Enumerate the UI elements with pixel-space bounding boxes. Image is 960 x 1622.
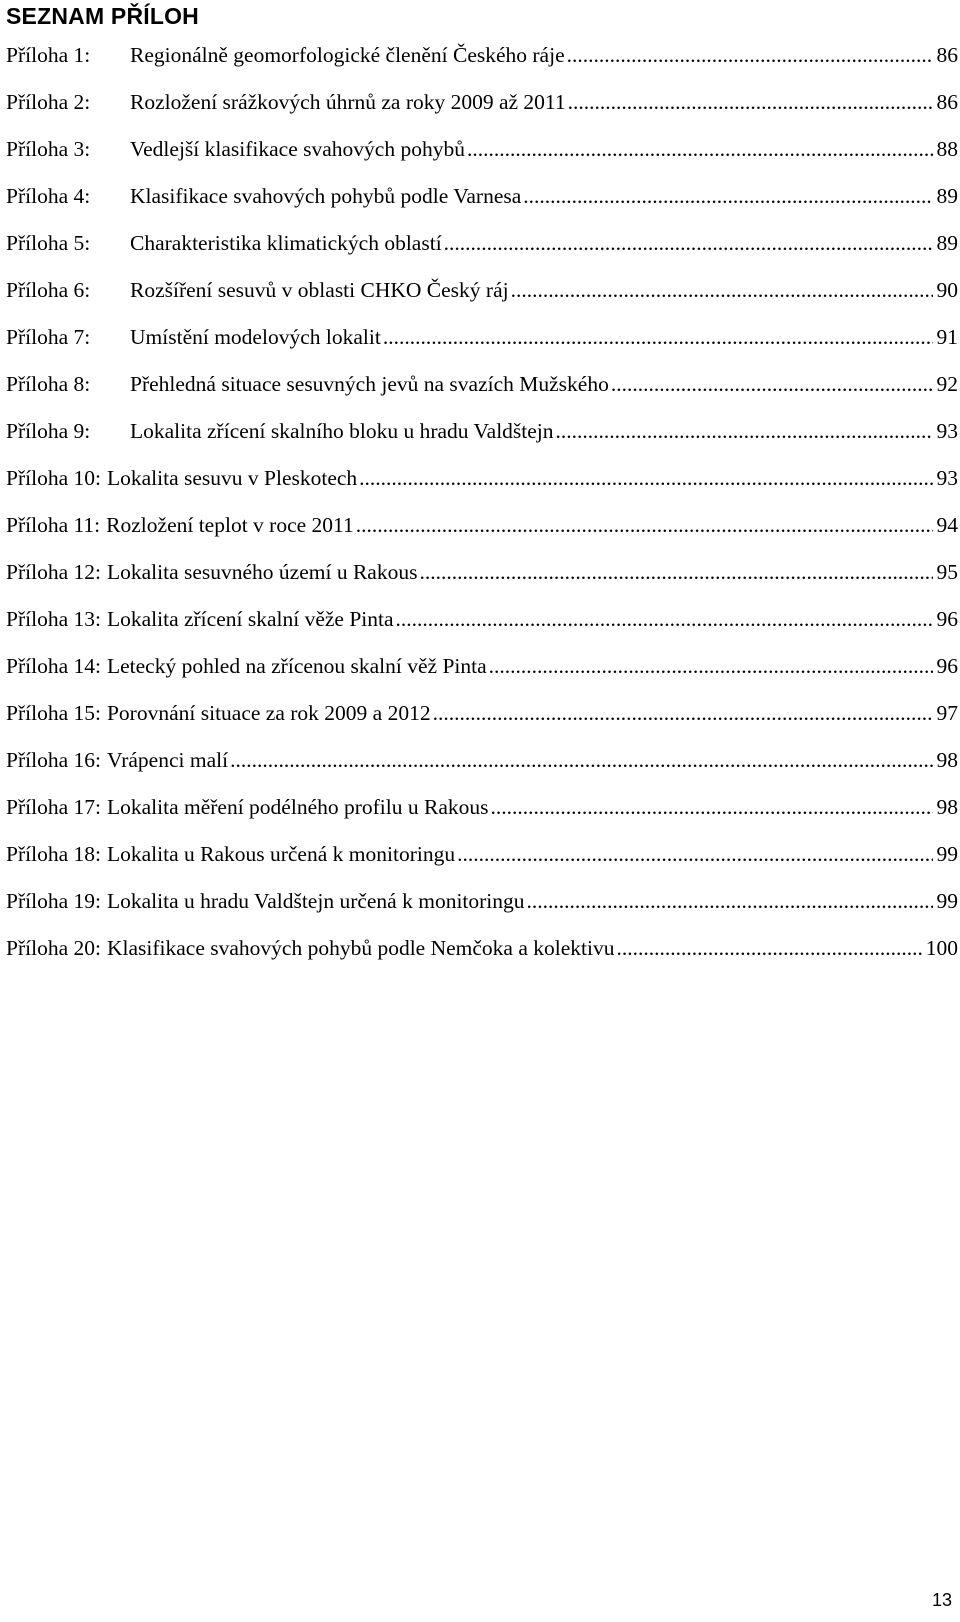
toc-leader [616,935,921,961]
toc-leader [489,653,933,679]
page-title: SEZNAM PŘÍLOH [6,3,199,29]
toc-text: Vedlejší klasifikace svahových pohybů [130,137,465,161]
toc-text: Charakteristika klimatických oblastí [130,231,442,255]
toc-label: Příloha 4: [6,184,91,208]
toc-text: Letecký pohled na zřícenou skalní věž Pinta [106,654,487,678]
toc-text: Lokalita měření podélného profilu u Rakous [106,795,489,819]
toc-label: Příloha 18: [6,842,101,866]
toc-leader [611,371,933,397]
toc-entry-19[interactable] [6,888,958,935]
toc-label: Příloha 1: [6,43,91,67]
toc-label: Příloha 5: [6,231,91,255]
toc-leader [356,512,933,538]
toc-leader [556,418,933,444]
toc-page-number: 96 [936,654,958,678]
toc-entry-9[interactable] [6,418,958,465]
toc-leader [491,794,933,820]
toc-entry-16[interactable] [6,747,958,794]
toc-text: Klasifikace svahových pohybů podle Nemčoka a kolektivu [106,936,615,960]
toc-leader [433,700,933,726]
toc-page-number: 93 [936,466,958,490]
toc-leader [511,277,933,303]
toc-entry-8[interactable] [6,371,958,418]
toc-page-number: 97 [936,701,958,725]
toc-text: Lokalita zřícení skalní věže Pinta [106,607,394,631]
toc-text: Porovnání situace za rok 2009 a 2012 [106,701,431,725]
toc-text: Rozložení teplot v roce 2011 [106,513,354,537]
toc-entry-6[interactable] [6,277,958,324]
toc-entry-17[interactable] [6,794,958,841]
toc-entry-20[interactable] [6,935,958,982]
toc-label: Příloha 10: [6,466,101,490]
toc-entry-10[interactable] [6,465,958,512]
toc-text: Rozšíření sesuvů v oblasti CHKO Český ráj [130,278,509,302]
toc-text: Lokalita zřícení skalního bloku u hradu Valdštejn [130,419,554,443]
toc-entry-1[interactable] [6,42,958,89]
toc-label: Příloha 15: [6,701,101,725]
toc-text: Lokalita sesuvného území u Rakous [106,560,418,584]
toc-page-number: 94 [936,513,958,537]
toc-page-number: 89 [936,231,958,255]
toc-leader [567,42,933,68]
toc-page-number: 99 [936,889,958,913]
toc-leader [383,324,933,350]
toc-entry-15[interactable] [6,700,958,747]
toc-label: Příloha 6: [6,278,91,302]
toc-page-number: 95 [936,560,958,584]
toc-label: Příloha 16: [6,748,101,772]
toc-page-number: 91 [936,325,958,349]
toc-entry-14[interactable] [6,653,958,700]
toc-text: Přehledná situace sesuvných jevů na svazích Mužského [130,372,609,396]
toc-entry-11[interactable] [6,512,958,559]
toc-text: Lokalita u hradu Valdštejn určená k monitoringu [106,889,525,913]
toc-page-number: 98 [936,795,958,819]
toc-label: Příloha 8: [6,372,91,396]
toc-text: Vrápenci malí [106,748,229,772]
toc-entry-4[interactable] [6,183,958,230]
toc-leader [568,89,933,115]
toc-entry-2[interactable] [6,89,958,136]
toc-entry-3[interactable] [6,136,958,183]
toc-leader [230,747,932,773]
toc-page-number: 99 [936,842,958,866]
toc-leader [444,230,933,256]
toc-label: Příloha 12: [6,560,101,584]
toc-label: Příloha 9: [6,419,91,443]
table-of-contents [6,42,958,982]
toc-leader [467,136,933,162]
toc-text: Klasifikace svahových pohybů podle Varnesa [130,184,522,208]
toc-text: Lokalita sesuvu v Pleskotech [106,466,358,490]
toc-page-number: 90 [936,278,958,302]
toc-page-number: 100 [925,936,958,960]
toc-leader [359,465,932,491]
toc-label: Příloha 17: [6,795,101,819]
toc-entry-13[interactable] [6,606,958,653]
toc-label: Příloha 20: [6,936,101,960]
toc-entry-5[interactable] [6,230,958,277]
page-number: 13 [931,1590,952,1610]
toc-entry-18[interactable] [6,841,958,888]
toc-page-number: 88 [936,137,958,161]
toc-label: Příloha 2: [6,90,91,114]
toc-page-number: 96 [936,607,958,631]
toc-page-number: 86 [936,43,958,67]
toc-text: Lokalita u Rakous určená k monitoringu [106,842,456,866]
toc-page-number: 89 [936,184,958,208]
toc-label: Příloha 7: [6,325,91,349]
toc-label: Příloha 19: [6,889,101,913]
toc-text: Umístění modelových lokalit [130,325,381,349]
toc-label: Příloha 11: [6,513,101,537]
toc-label: Příloha 14: [6,654,101,678]
toc-leader [457,841,932,867]
toc-page-number: 86 [936,90,958,114]
toc-text: Regionálně geomorfologické členění Českého ráje [130,43,565,67]
toc-leader [527,888,933,914]
toc-entry-12[interactable] [6,559,958,606]
toc-page-number: 98 [936,748,958,772]
toc-page-number: 93 [936,419,958,443]
toc-leader [396,606,933,632]
toc-label: Příloha 13: [6,607,101,631]
toc-text: Rozložení srážkových úhrnů za roky 2009 až 2011 [130,90,566,114]
toc-leader [523,183,932,209]
toc-label: Příloha 3: [6,137,91,161]
toc-page-number: 92 [936,372,958,396]
toc-entry-7[interactable] [6,324,958,371]
toc-leader [419,559,932,585]
